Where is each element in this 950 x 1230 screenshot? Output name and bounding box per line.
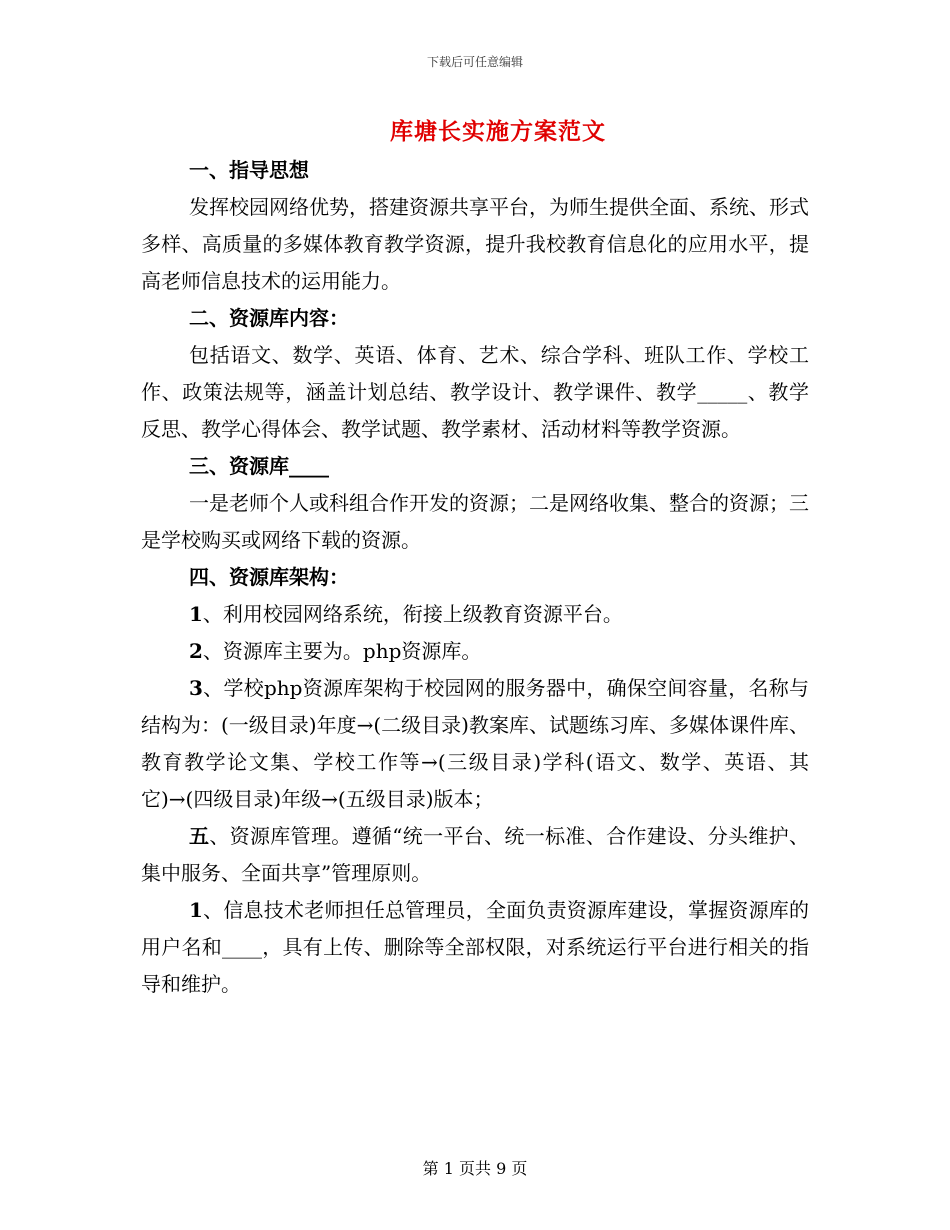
paragraph-resource-source: 一是老师个人或科组合作开发的资源；二是网络收集、整合的资源；三是学校购买或网络下载的资源。: [141, 491, 809, 552]
list-item-architecture-2: [141, 633, 809, 670]
list-item-architecture-1: [141, 596, 809, 633]
paragraph-guiding-ideology: 发挥校园网络优势，搭建资源共享平台，为师生提供全面、系统、形式多样、高质量的多媒体教育教学资源，提升我校教育信息化的应用水平，提高老师信息技术的运用能力。: [141, 195, 809, 293]
document-title: 库塘长实施方案范文: [390, 118, 606, 145]
list-number: 2: [189, 639, 203, 663]
list-item-architecture-3: [141, 670, 809, 818]
section-resource-management: [141, 818, 809, 892]
list-number: 1: [189, 602, 203, 626]
list-item-text: 、利用校园网络系统，衔接上级教育资源平台。: [202, 602, 623, 626]
section-number: 五: [189, 824, 210, 848]
page-header-note: 下载后可任意编辑: [426, 55, 523, 69]
section-text: 、资源库管理。遵循“统一平台、统一标准、合作建设、分头维护、集中服务、全面共享”管理原则。: [141, 824, 809, 885]
page-number-footer: 第 1 页共 9 页: [422, 1159, 528, 1178]
list-item-text: 、信息技术老师担任总管理员，全面负责资源库建设，掌握资源库的用户名和____，具有上传、删除等全部权限，对系统运行平台进行相关的指导和维护。: [141, 898, 809, 996]
list-item-management-1: [141, 892, 809, 1003]
list-item-text: 、资源库主要为。php资源库。: [202, 639, 482, 663]
document-body: [141, 152, 809, 1003]
list-number: 1: [189, 898, 203, 922]
paragraph-resource-content: 包括语文、数学、英语、体育、艺术、综合学科、班队工作、学校工作、政策法规等，涵盖计划总结、教学设计、教学课件、教学_____、教学反思、教学心得体会、教学试题、教学素材、活动材料等教学资源。: [141, 343, 809, 441]
section-heading-guiding-ideology: 一、指导思想: [189, 158, 309, 182]
section-heading-resource-content: 二、资源库内容：: [189, 306, 349, 330]
list-number: 3: [189, 676, 203, 700]
section-heading-resource-architecture: 四、资源库架构：: [189, 565, 349, 589]
list-item-text: 、学校php资源库架构于校园网的服务器中，确保空间容量，名称与结构为：(一级目录)年度→(二级目录)教案库、试题练习库、多媒体课件库、教育教学论文集、学校工作等→(三级目录)学科(语文、数学、英语、其它)→(四级目录)年级→(五级目录)版本；: [141, 676, 809, 811]
section-heading-resource-source: 三、资源库____: [189, 454, 329, 478]
